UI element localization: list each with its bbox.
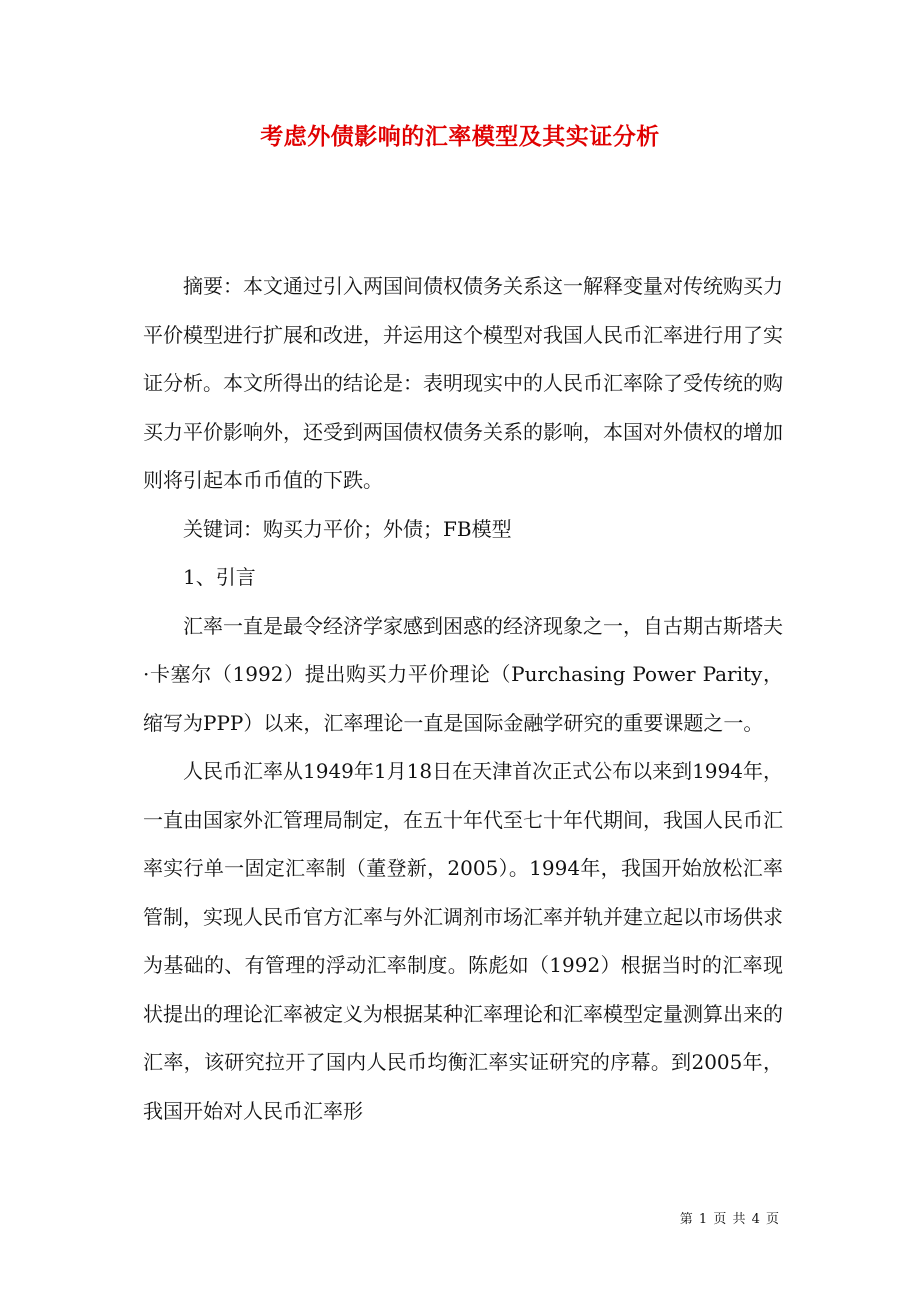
keywords-paragraph: 关键词：购买力平价；外债；FB模型 [183, 516, 512, 541]
page-number-footer: 第 1 页 共 4 页 [679, 1212, 780, 1227]
section-heading-introduction: 1、引言 [183, 565, 256, 589]
body-paragraph: 人民币汇率从1949年1月18日在天津首次正式公布以来到1994年，一直由国家外汇管理局制定，在五十年代至七十年代期间，我国人民币汇率实行单一固定汇率制（董登新，2005）。1994年，我国开始放松汇率管制，实现人民币官方汇率与外汇调剂市场汇率并轨并建立起以市场供求为基础的、有管理的浮动汇率制度。陈彪如（1992）根据当时的汇率现状提出的理论汇率被定义为根据某种汇率理论和汇率模型定量测算出来的汇率，该研究拉开了国内人民币均衡汇率实证研究的序幕。到2005年，我国开始对人民币汇率形 [143, 759, 783, 1123]
document-body [143, 262, 783, 1135]
abstract-paragraph: 摘要：本文通过引入两国间债权债务关系这一解释变量对传统购买力平价模型进行扩展和改进，并运用这个模型对我国人民币汇率进行用了实证分析。本文所得出的结论是：表明现实中的人民币汇率除了受传统的购买力平价影响外，还受到两国债权债务关系的影响，本国对外债权的增加则将引起本币币值的下跌。 [143, 274, 783, 492]
document-title: 考虑外债影响的汇率模型及其实证分析 [260, 123, 660, 150]
body-paragraph: 汇率一直是最令经济学家感到困惑的经济现象之一，自古期古斯塔夫·卡塞尔（1992）提出购买力平价理论（Purchasing Power Parity，缩写为PPP）以来，汇率理论一直是国际金融学研究的重要课题之一。 [143, 613, 783, 735]
